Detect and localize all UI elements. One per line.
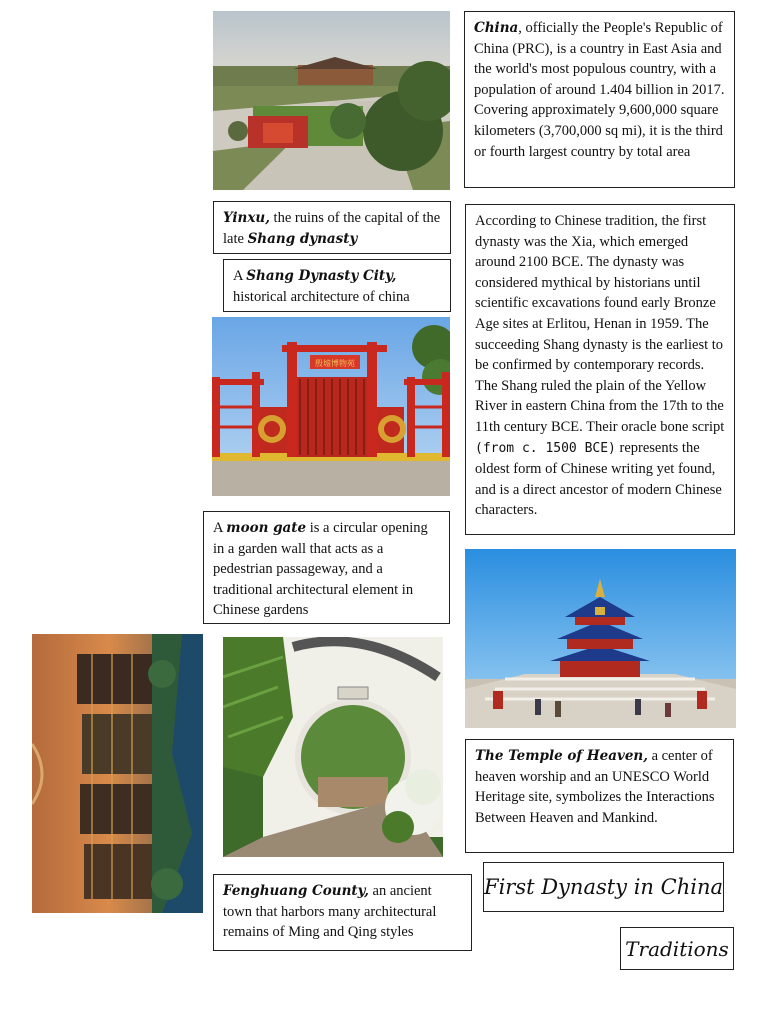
yinxu-name: Yinxu, xyxy=(223,210,270,226)
china-text: , officially the People's Republic of China (PRC), is a country in East Asia and the world's most populous country, with a population of around 1.404 billion in 2017. Covering approximately 9,600,000 square kilometers (3,700,000 sq mi), it is the third or fourth largest country by total area xyxy=(474,20,725,160)
tradition-text-box xyxy=(465,204,735,535)
moon-gate-text: is a circular opening in a garden wall that acts as a pedestrian passageway, and a traditional architectural element in Chinese gardens xyxy=(213,520,428,619)
tradition-text-1: According to Chinese tradition, the first dynasty was the Xia, which emerged around 2100 BCE. The dynasty was considered mythical by historians until scientific excavations found early Bronze Age sites at Erlitou, Henan in 1959. The succeeding Shang dynasty is the earliest to be confirmed by contemporary records. The Shang ruled the plain of the Yellow River in eastern China from the 17th to the 11th century BCE. Their oracle bone script xyxy=(475,213,725,435)
moon-gate-name: moon gate xyxy=(226,520,307,536)
moon-gate-caption xyxy=(203,511,450,624)
china-name: China xyxy=(474,20,519,36)
main-title-box xyxy=(483,862,724,912)
gate-sign-text: 殷墟博物苑 xyxy=(315,359,355,368)
china-caption xyxy=(464,11,735,188)
fenghuang-county-photo xyxy=(32,634,203,913)
subtitle-box xyxy=(620,927,734,970)
subtitle: Traditions xyxy=(625,936,729,961)
fenghuang-name: Fenghuang County, xyxy=(223,883,369,899)
yinxu-text: the ruins of the capital of the late xyxy=(223,210,441,247)
temple-of-heaven-photo xyxy=(465,549,736,728)
temple-text: a center of heaven worship and an UNESCO World Heritage site, symbolizes the Interactions Between Heaven and Mankind. xyxy=(475,748,715,826)
tradition-text-2: represents the oldest form of Chinese writing yet found, and is a direct ancestor of modern Chinese characters. xyxy=(475,439,722,519)
shang-dynasty-name: Shang dynasty xyxy=(247,230,358,247)
fenghuang-text: an ancient town that harbors many architectural remains of Ming and Qing styles xyxy=(223,883,437,941)
temple-name: The Temple of Heaven, xyxy=(475,748,648,764)
shang-city-prefix: A xyxy=(233,268,247,284)
yinxu-ruins-photo xyxy=(213,11,450,190)
temple-caption xyxy=(465,739,734,853)
tradition-date: (from c. 1500 BCE) xyxy=(475,440,616,456)
moon-gate-prefix: A xyxy=(213,520,227,536)
shang-city-caption xyxy=(223,259,451,312)
red-gate-photo xyxy=(212,317,450,496)
yinxu-caption xyxy=(213,201,451,254)
fenghuang-caption xyxy=(213,874,472,951)
main-title: First Dynasty in China xyxy=(484,875,723,899)
shang-city-text: historical architecture of china xyxy=(233,288,410,305)
moon-gate-photo xyxy=(223,637,443,857)
shang-city-name: Shang Dynasty City, xyxy=(246,268,397,284)
